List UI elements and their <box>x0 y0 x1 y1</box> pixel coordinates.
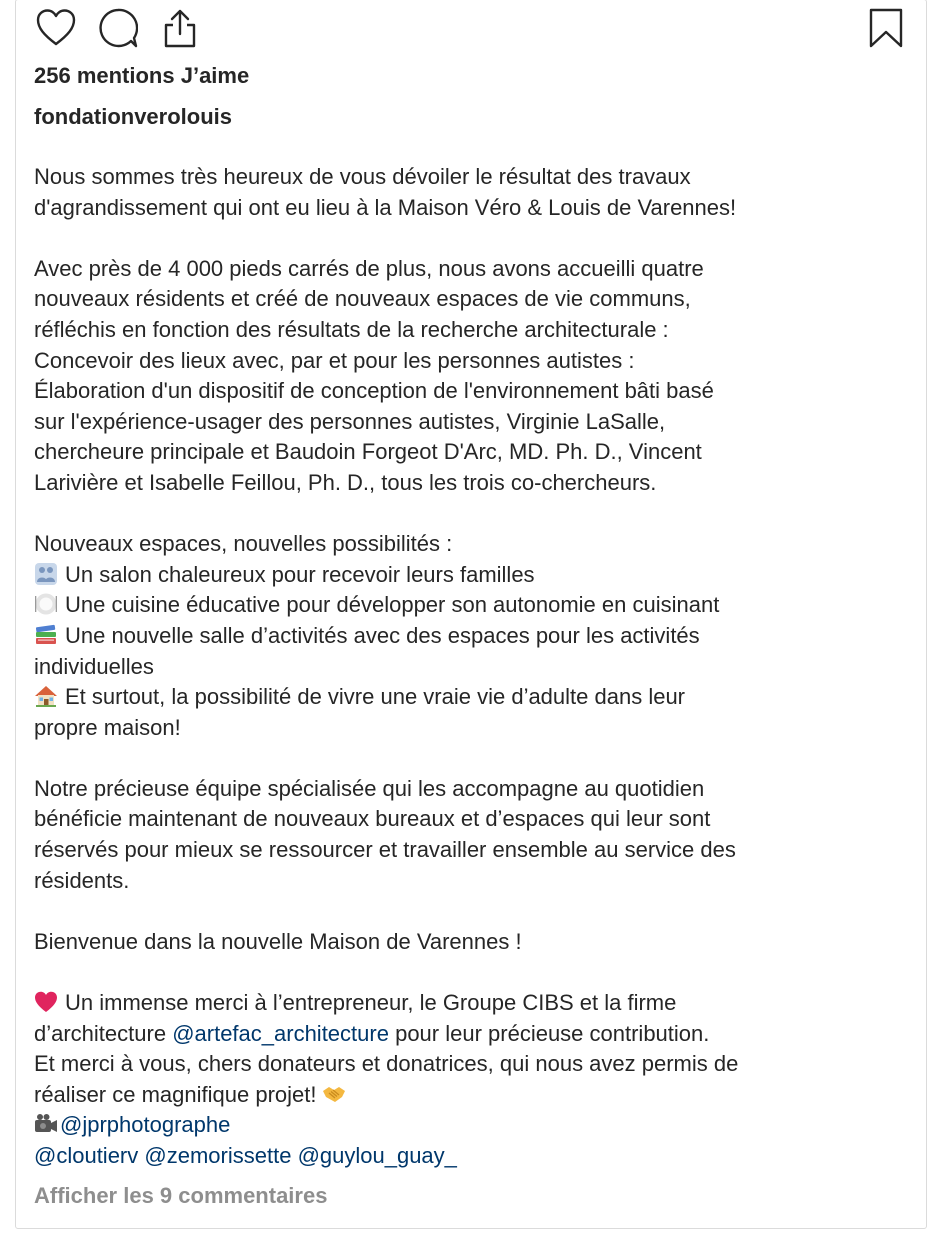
mention-link[interactable]: @artefac_architecture <box>172 1020 389 1046</box>
post-caption <box>34 162 914 1172</box>
caption-line: résidents. <box>34 867 130 893</box>
heart-outline-icon <box>36 9 76 47</box>
caption-line <box>34 988 914 1019</box>
view-comments-link[interactable]: Afficher les 9 commentaires <box>34 1183 328 1208</box>
caption-line: sur l'expérience-usager des personnes autistes, Virginie LaSalle, <box>34 408 666 434</box>
family-icon <box>34 562 58 586</box>
books-icon <box>34 623 58 647</box>
caption-line: réservés pour mieux se ressourcer et travailler ensemble au service des <box>34 837 736 863</box>
caption-line: réfléchis en fonction des résultats de la recherche architecturale : <box>34 316 669 342</box>
caption-line <box>34 1141 914 1172</box>
caption-paragraph <box>34 774 914 896</box>
caption-paragraph <box>34 529 914 743</box>
caption-text: Un immense merci à l’entrepreneur, le Groupe CIBS et la firme <box>65 990 677 1016</box>
caption-line: Larivière et Isabelle Feillou, Ph. D., tous les trois co-chercheurs. <box>34 469 657 495</box>
caption-line: Nous sommes très heureux de vous dévoiler le résultat des travaux <box>34 164 691 189</box>
caption-line: Avec près de 4 000 pieds carrés de plus, nous avons accueilli quatre <box>34 255 704 281</box>
caption-line: Concevoir des lieux avec, par et pour les personnes autistes : <box>34 347 635 373</box>
caption-paragraph <box>34 162 914 223</box>
caption-paragraph <box>34 254 914 499</box>
action-bar <box>34 6 202 50</box>
caption-text: réaliser ce magnifique projet! <box>34 1081 317 1107</box>
house-icon <box>34 684 58 708</box>
plate-icon <box>34 592 58 616</box>
list-item <box>34 590 914 621</box>
caption-line: d'agrandissement qui ont eu lieu à la Maison Véro & Louis de Varennes! <box>34 194 737 220</box>
list-item-text: Un salon chaleureux pour recevoir leurs familles <box>65 561 535 587</box>
save-button[interactable] <box>864 6 908 50</box>
caption-line: Élaboration d'un dispositif de conception de l'environnement bâti basé <box>34 378 714 404</box>
caption-heading: Nouveaux espaces, nouvelles possibilités : <box>34 531 453 557</box>
caption-line: chercheure principale et Baudoin Forgeot D'Arc, MD. Ph. D., Vincent <box>34 439 702 465</box>
caption-line <box>34 1080 914 1111</box>
list-item <box>34 621 914 652</box>
list-item <box>34 682 914 713</box>
caption-line <box>34 1019 914 1050</box>
caption-text: d’architecture <box>34 1020 173 1046</box>
share-button[interactable] <box>158 6 202 50</box>
caption-paragraph <box>34 927 914 958</box>
list-item-continuation: individuelles <box>34 653 154 679</box>
caption-line: Et merci à vous, chers donateurs et donatrices, qui nous avez permis de <box>34 1051 739 1077</box>
share-icon <box>161 8 199 48</box>
caption-line: Notre précieuse équipe spécialisée qui les accompagne au quotidien <box>34 775 705 801</box>
handshake-icon <box>322 1082 346 1106</box>
post-card <box>15 0 927 1229</box>
mention-link[interactable]: @cloutierv <box>34 1143 139 1168</box>
likes-count[interactable]: 256 mentions J’aime <box>34 63 250 88</box>
comment-bubble-icon <box>98 8 138 48</box>
post-username[interactable]: fondationverolouis <box>34 104 232 129</box>
mention-link[interactable]: @zemorissette <box>144 1143 292 1168</box>
list-item-text: Une cuisine éducative pour développer son autonomie en cuisinant <box>65 592 720 618</box>
red-heart-icon <box>34 990 58 1014</box>
caption-line: bénéficie maintenant de nouveaux bureaux et d’espaces qui leur sont <box>34 806 711 832</box>
caption-text: pour leur précieuse contribution. <box>388 1020 710 1046</box>
caption-line <box>34 1110 914 1141</box>
like-button[interactable] <box>34 6 78 50</box>
mention-link[interactable]: @guylou_guay_ <box>297 1143 457 1168</box>
caption-line: Bienvenue dans la nouvelle Maison de Varennes ! <box>34 928 522 954</box>
caption-line: nouveaux résidents et créé de nouveaux espaces de vie communs, <box>34 286 691 312</box>
caption-paragraph <box>34 988 914 1172</box>
list-item-text: Et surtout, la possibilité de vivre une vraie vie d’adulte dans leur <box>65 684 686 710</box>
video-camera-icon <box>34 1112 58 1136</box>
list-item-text: Une nouvelle salle d’activités avec des espaces pour les activités <box>65 622 700 648</box>
mention-link[interactable]: @jprphotographe <box>60 1112 231 1138</box>
list-item-continuation: propre maison! <box>34 714 181 740</box>
bookmark-icon <box>869 8 903 48</box>
list-item <box>34 560 914 591</box>
comment-button[interactable] <box>96 6 140 50</box>
